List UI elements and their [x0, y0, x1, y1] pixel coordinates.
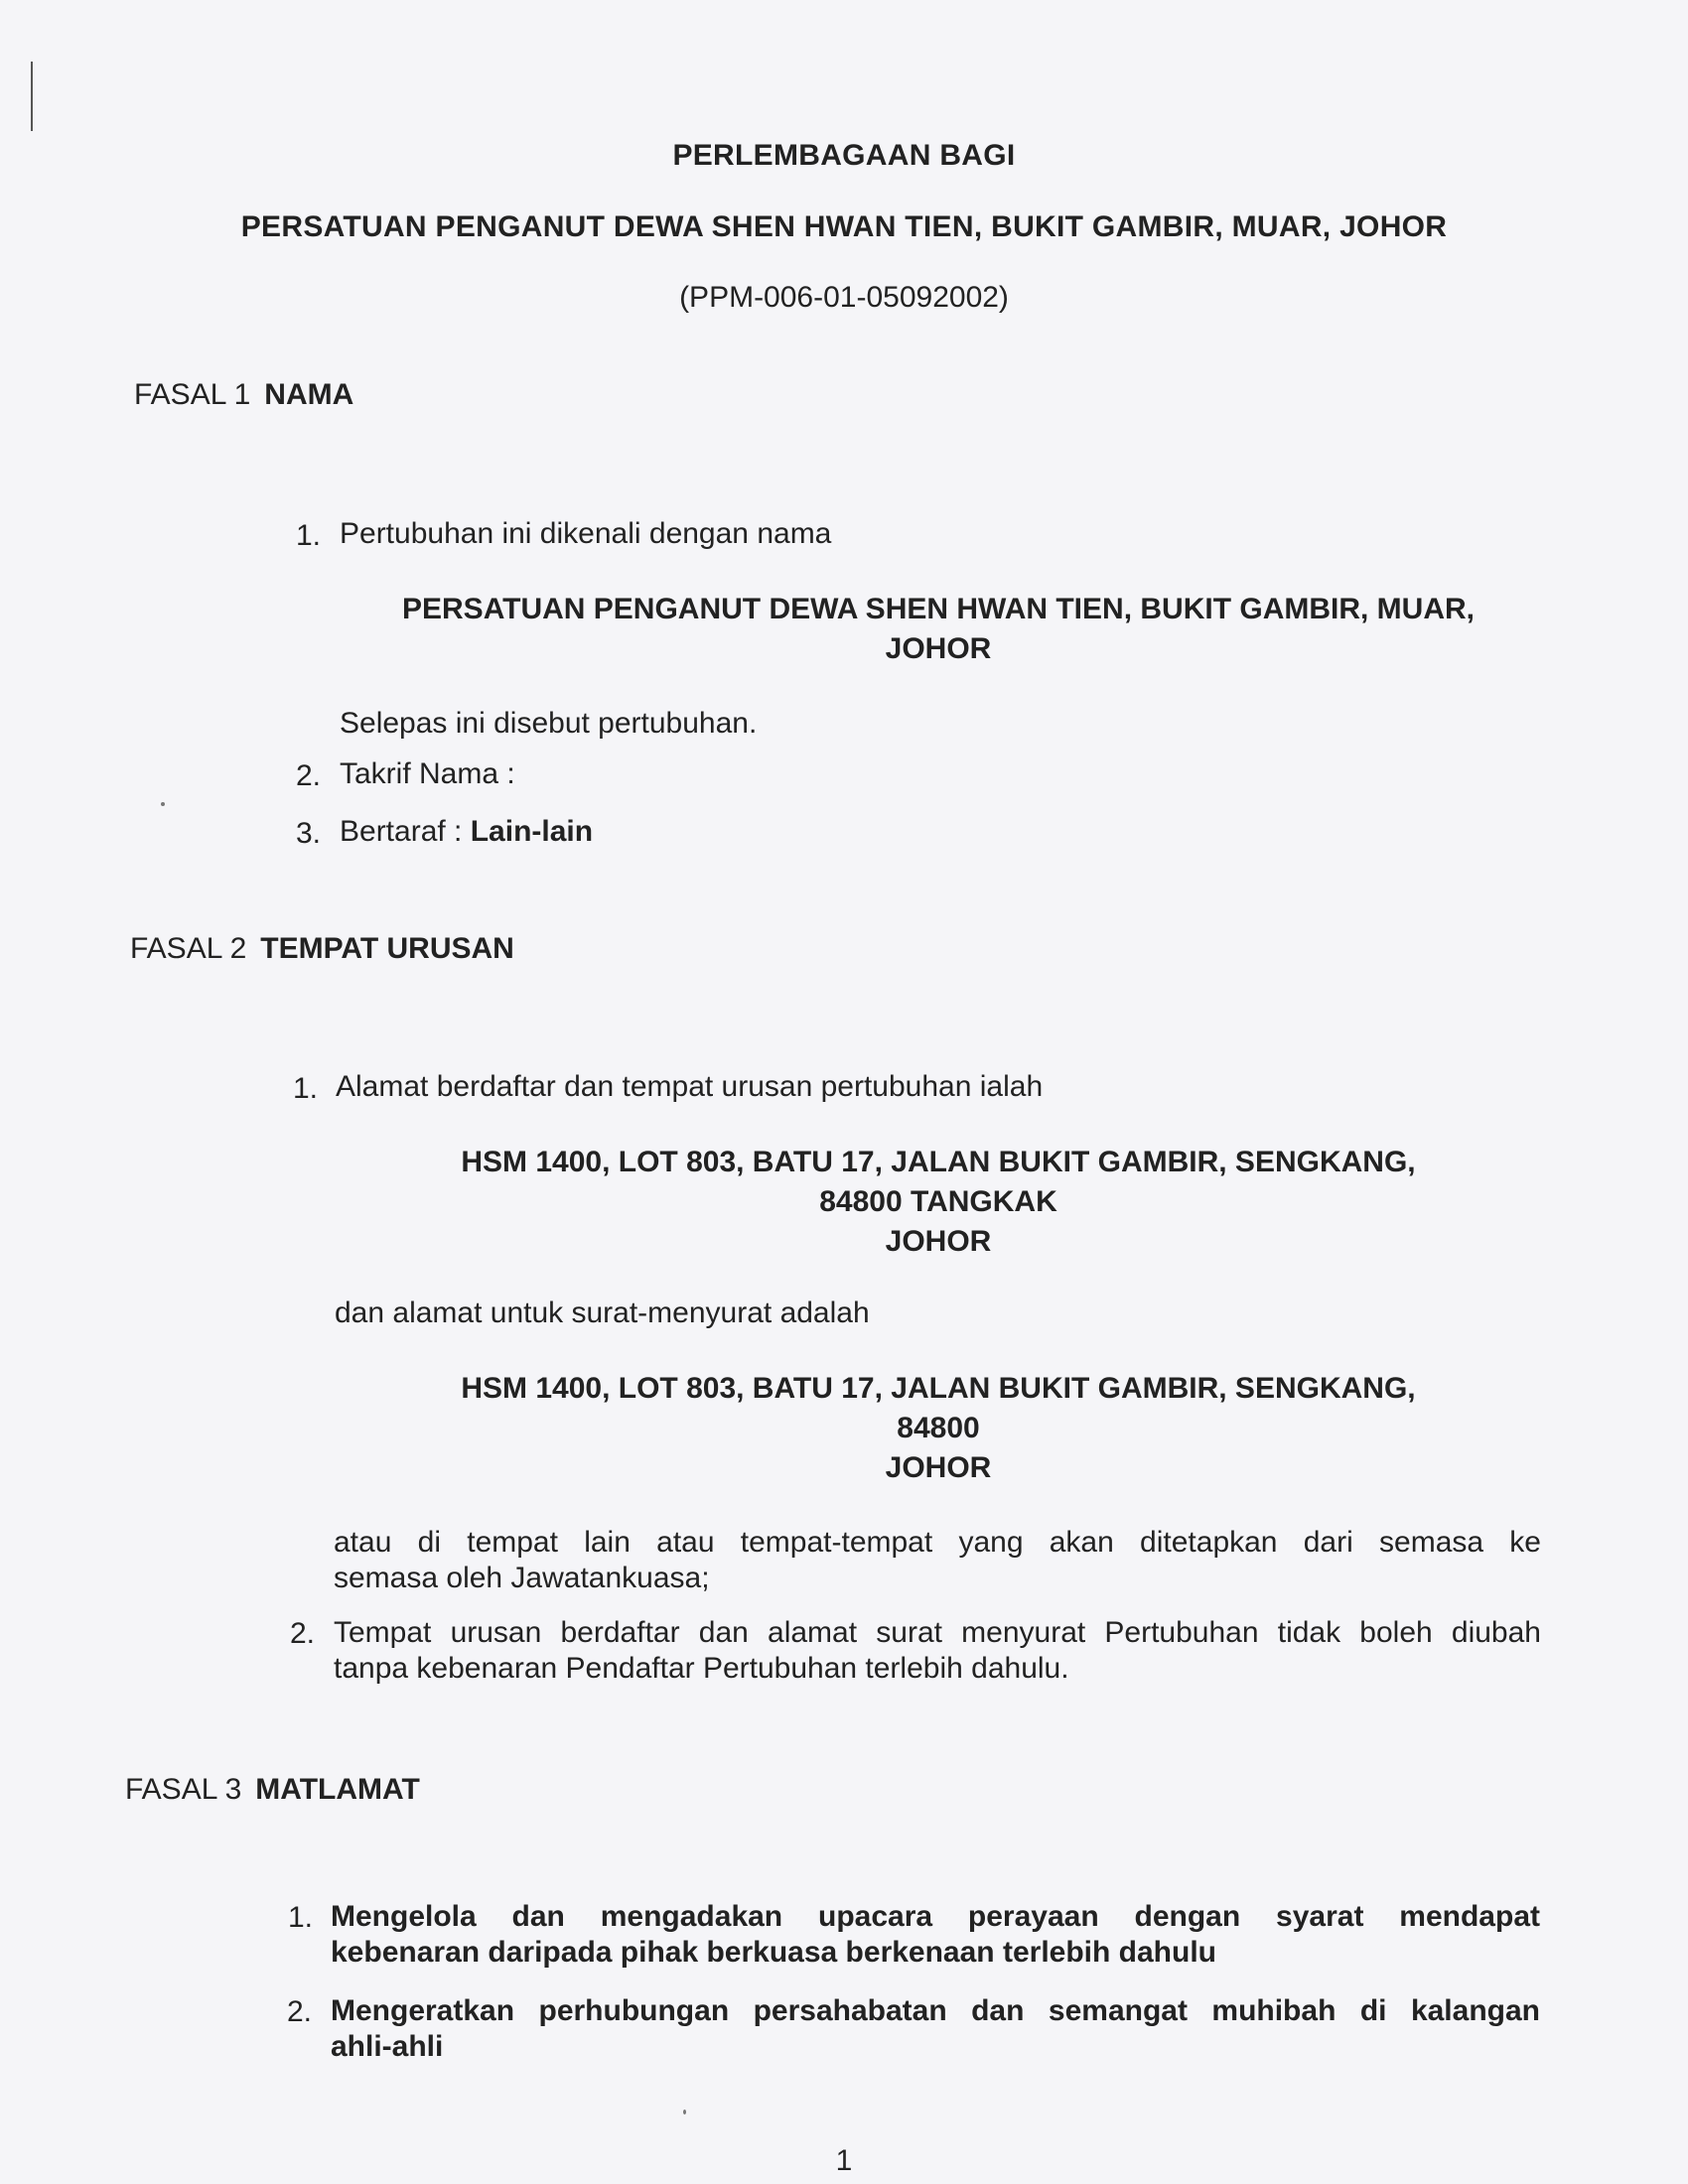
- paragraph-line-2: kebenaran daripada pihak berkuasa berkenaan terlebih dahulu: [331, 1936, 1216, 1969]
- page-number: 1: [835, 2144, 853, 2177]
- item-3-value: Lain-lain: [470, 815, 594, 848]
- fasal-2-item-2-number: 2.: [290, 1617, 316, 1650]
- fasal-3-item-2-number: 2.: [287, 1995, 313, 2028]
- fasal-1-item-1-text: Pertubuhan ini dikenali dengan nama: [340, 517, 832, 550]
- document-title: PERLEMBAGAAN BAGI: [672, 139, 1016, 172]
- address-line-1: HSM 1400, LOT 803, BATU 17, JALAN BUKIT GAMBIR, SENGKANG,: [461, 1372, 1416, 1405]
- fasal-1-item-2-number: 2.: [296, 759, 322, 792]
- margin-mark: [31, 62, 33, 131]
- fasal-2-title: TEMPAT URUSAN: [260, 932, 514, 965]
- fasal-3-label: FASAL 3: [125, 1773, 242, 1806]
- fasal-3-heading: [125, 1773, 420, 1807]
- fasal-3-item-1-number: 1.: [288, 1901, 314, 1934]
- fasal-1-heading: [134, 378, 353, 412]
- fasal-3-item-1-text: [331, 1899, 1540, 1971]
- paragraph-line-1: Mengeratkan perhubungan persahabatan dan semangat muhibah di kalangan: [331, 1994, 1540, 2027]
- registered-address: [328, 1143, 1549, 1262]
- fasal-1-title: NAMA: [264, 378, 354, 411]
- address-line-3: JOHOR: [885, 1225, 992, 1258]
- paragraph-line-2: ahli-ahli: [331, 2030, 444, 2063]
- paragraph-line-2: semasa oleh Jawatankuasa;: [334, 1562, 710, 1594]
- fasal-3-item-2-text: [331, 1993, 1540, 2065]
- fasal-3-title: MATLAMAT: [255, 1773, 420, 1806]
- scan-speck: [161, 802, 165, 806]
- paragraph-line-2: tanpa kebenaran Pendaftar Pertubuhan terlebih dahulu.: [334, 1652, 1069, 1685]
- fasal-1-item-3-number: 3.: [296, 817, 322, 850]
- registration-code: (PPM-006-01-05092002): [679, 281, 1009, 314]
- address-line-2: 84800 TANGKAK: [819, 1185, 1057, 1218]
- other-place-paragraph: [334, 1525, 1541, 1596]
- address-line-1: HSM 1400, LOT 803, BATU 17, JALAN BUKIT GAMBIR, SENGKANG,: [461, 1146, 1416, 1178]
- paragraph-line-1: Mengelola dan mengadakan upacara perayaan dengan syarat mendapat: [331, 1900, 1540, 1933]
- item-3-label: Bertaraf :: [340, 815, 463, 848]
- fasal-2-heading: [130, 932, 514, 966]
- fasal-1-item-3: [340, 815, 593, 849]
- fasal-2-item-1-text: Alamat berdaftar dan tempat urusan pertubuhan ialah: [336, 1070, 1044, 1103]
- org-name-line-2: JOHOR: [885, 632, 992, 665]
- fasal-1-item-2-text: Takrif Nama :: [340, 757, 515, 790]
- fasal-2-item-2-text: [334, 1615, 1541, 1687]
- paragraph-line-1: atau di tempat lain atau tempat-tempat yang akan ditetapkan dari semasa ke: [334, 1526, 1541, 1559]
- fasal-1-after-text: Selepas ini disebut pertubuhan.: [340, 707, 758, 740]
- org-name-line-1: PERSATUAN PENGANUT DEWA SHEN HWAN TIEN, BUKIT GAMBIR, MUAR,: [402, 593, 1475, 625]
- mailing-address: [328, 1369, 1549, 1488]
- mailing-address-intro: dan alamat untuk surat-menyurat adalah: [335, 1297, 870, 1329]
- fasal-1-item-1-number: 1.: [296, 519, 322, 552]
- organization-name: PERSATUAN PENGANUT DEWA SHEN HWAN TIEN, BUKIT GAMBIR, MUAR, JOHOR: [240, 210, 1448, 243]
- fasal-2-label: FASAL 2: [130, 932, 247, 965]
- address-line-2: 84800: [897, 1412, 980, 1444]
- scan-speck: [683, 2110, 686, 2115]
- fasal-1-label: FASAL 1: [134, 378, 251, 411]
- paragraph-line-1: Tempat urusan berdaftar dan alamat surat menyurat Pertubuhan tidak boleh diubah: [334, 1616, 1541, 1649]
- fasal-1-organization-name: [328, 590, 1549, 669]
- address-line-3: JOHOR: [885, 1451, 992, 1484]
- fasal-2-item-1-number: 1.: [293, 1072, 319, 1105]
